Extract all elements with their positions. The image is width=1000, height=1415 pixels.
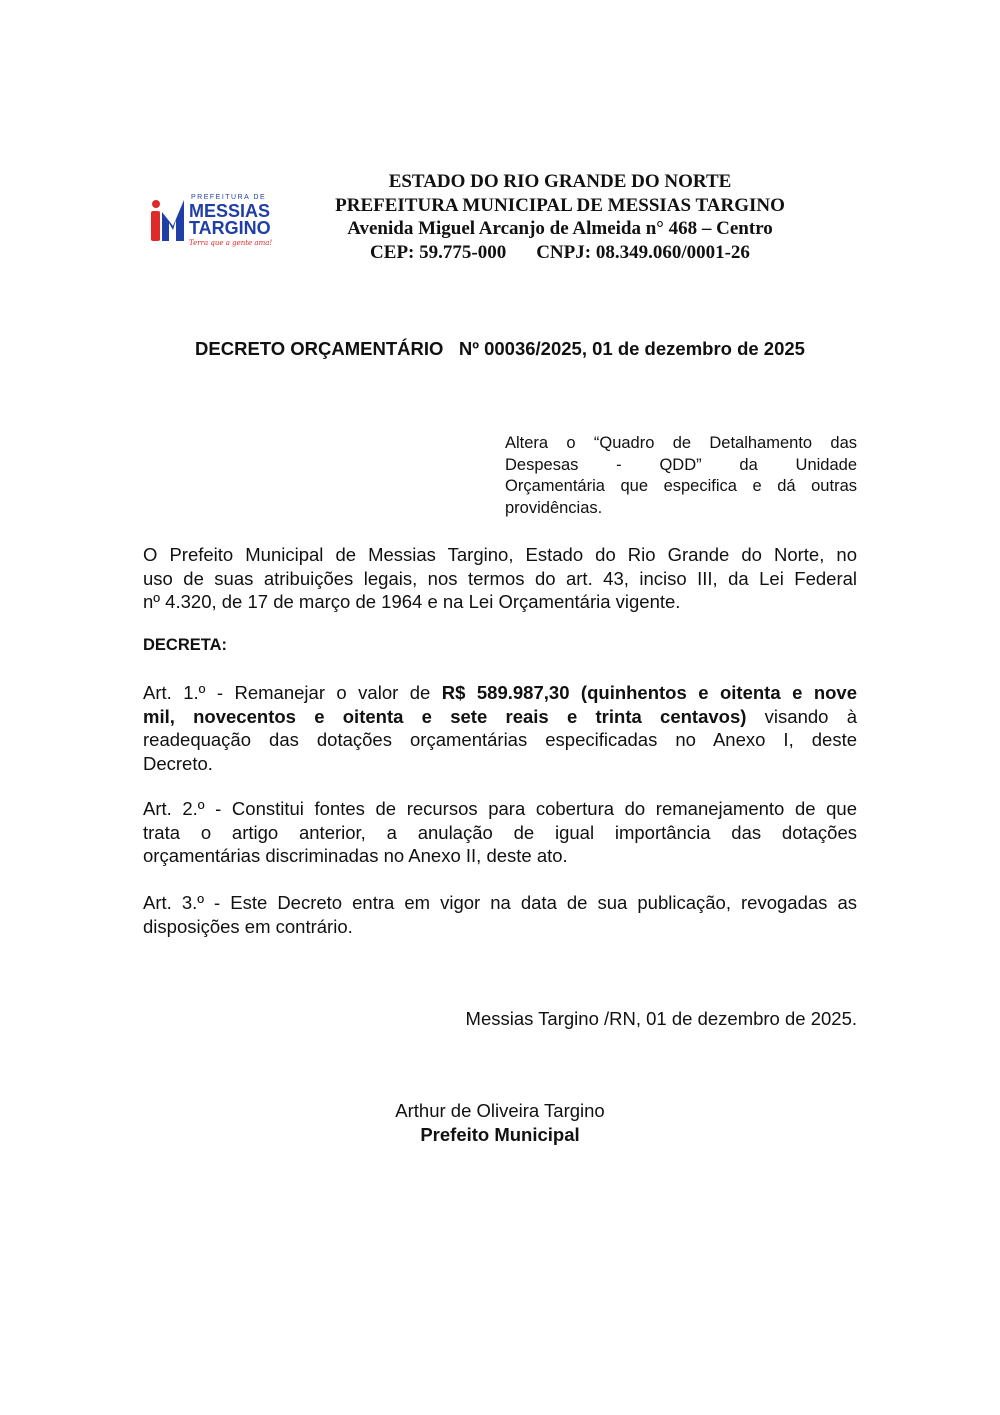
logo-slogan: Terra que a gente ama!	[189, 239, 273, 247]
letterhead	[300, 170, 820, 264]
summary-line: providências.	[505, 498, 603, 517]
paragraph-line	[143, 681, 857, 705]
summary-line: Altera o “Quadro de Detalhamento das	[505, 434, 857, 452]
decree-summary	[505, 433, 857, 519]
logo-top-text: PREFEITURA DE	[191, 194, 267, 201]
logo-name-line2: TARGINO	[189, 218, 271, 238]
place-and-date: Messias Targino /RN, 01 de dezembro de 2025.	[465, 1008, 857, 1029]
logo-bar-red	[151, 211, 160, 241]
art1-amount-b: mil, novecentos e oitenta e sete reais e trinta centavos)	[143, 705, 747, 727]
logo-graphic	[145, 190, 285, 252]
summary-line: Orçamentária que especifica e dá outras	[505, 477, 857, 495]
signatory-role: Prefeito Municipal	[420, 1124, 580, 1145]
art1-prefix: Art. 1.º - Remanejar o valor de	[143, 682, 442, 703]
decreta-heading: DECRETA:	[143, 636, 228, 654]
paragraph-line: uso de suas atribuições legais, nos termos do art. 43, inciso III, da Lei Federal	[143, 567, 857, 589]
signatory-name: Arthur de Oliveira Targino	[395, 1100, 605, 1121]
header-cnpj: CNPJ: 08.349.060/0001-26	[536, 241, 750, 263]
summary-line: Despesas - QDD” da Unidade	[505, 455, 857, 474]
header-municipality: PREFEITURA MUNICIPAL DE MESSIAS TARGINO	[335, 194, 785, 216]
paragraph-line: Art. 3.º - Este Decreto entra em vigor na data de sua publicação, revogadas as	[143, 892, 857, 913]
paragraph-line: Art. 2.º - Constitui fontes de recursos para cobertura do remanejamento de que	[143, 798, 857, 819]
logo-m-shape	[162, 200, 184, 241]
paragraph-line: trata o artigo anterior, a anulação de igual importância das dotações	[143, 821, 857, 843]
paragraph-line: readequação das dotações orçamentárias especificadas no Anexo I, deste	[143, 729, 857, 750]
header-state: ESTADO DO RIO GRANDE DO NORTE	[388, 171, 732, 192]
article-1	[143, 681, 857, 775]
art1-amount-a: R$ 589.987,30 (quinhentos e oitenta e nove	[441, 682, 857, 703]
paragraph-line: Decreto.	[143, 752, 213, 774]
paragraph-line	[143, 705, 857, 729]
article-2	[143, 797, 857, 868]
paragraph-line: orçamentárias discriminadas no Anexo II, deste ato.	[143, 845, 568, 866]
paragraph-line: nº 4.320, de 17 de março de 1964 e na Lei Orçamentária vigente.	[143, 591, 681, 612]
header-address: Avenida Miguel Arcanjo de Almeida n° 468 – Centro	[347, 218, 773, 239]
header-cep: CEP: 59.775-000	[370, 241, 507, 263]
article-3	[143, 891, 857, 938]
logo-dot	[152, 200, 160, 208]
municipality-logo	[145, 190, 285, 252]
art1-suffix: visando à	[746, 705, 857, 727]
decree-title: DECRETO ORÇAMENTÁRIO Nº 00036/2025, 01 de dezembro de 2025	[195, 338, 805, 359]
paragraph-line: O Prefeito Municipal de Messias Targino, Estado do Rio Grande do Norte, no	[143, 544, 857, 565]
logo-name-line1: MESSIAS	[189, 201, 271, 221]
paragraph-line: disposições em contrário.	[143, 915, 353, 937]
preamble-paragraph	[143, 543, 857, 614]
header-cep-cnpj	[300, 241, 820, 265]
